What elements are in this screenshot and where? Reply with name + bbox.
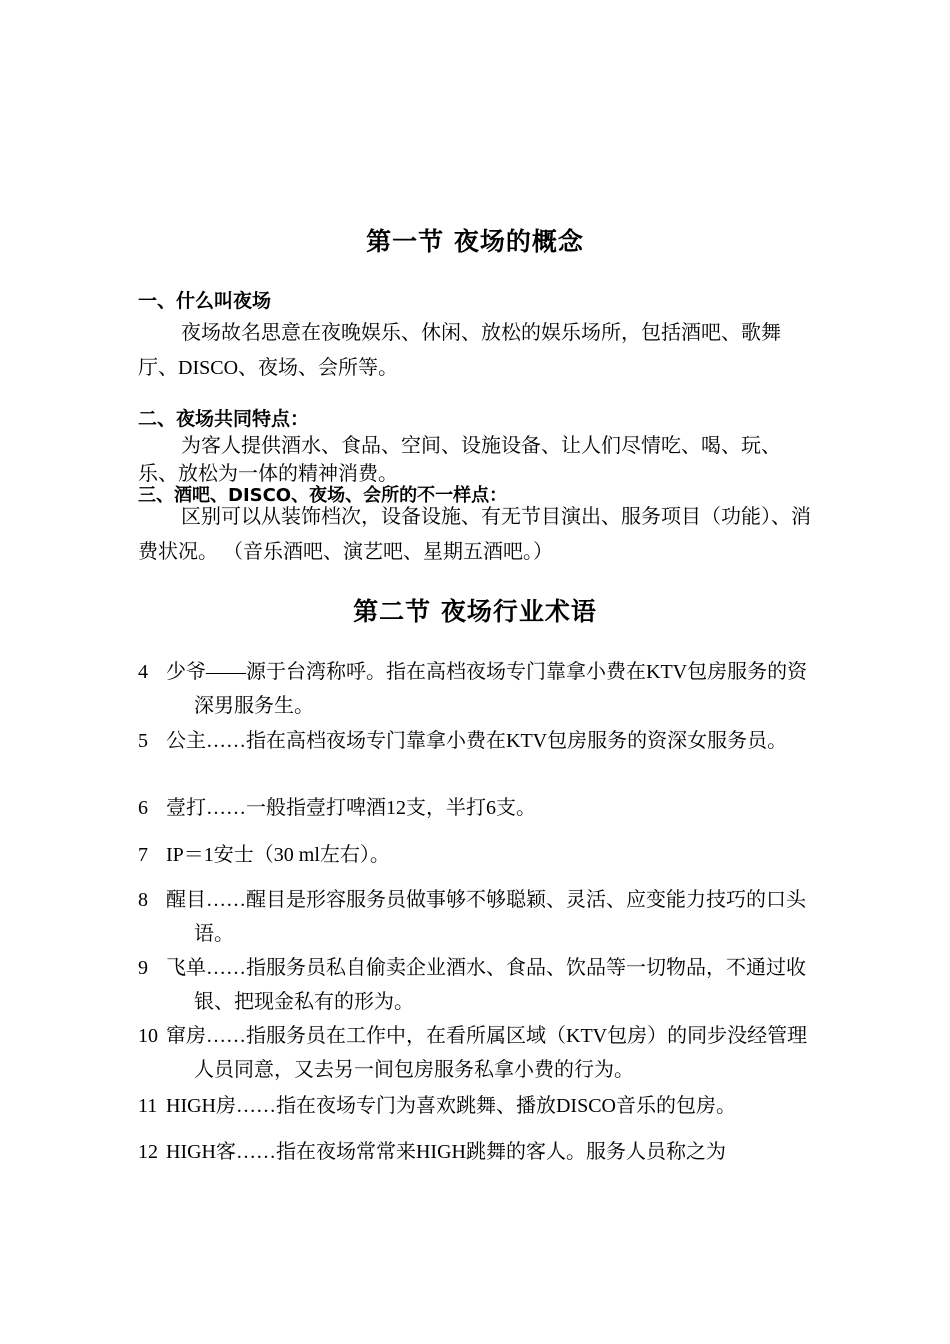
term-item (138, 838, 818, 872)
term-item (138, 1019, 818, 1087)
term-item (138, 655, 818, 723)
term-number: 10 (138, 1025, 158, 1047)
term-text: 公主……指在高档夜场专门靠拿小费在KTV包房服务的资深女服务员。 (166, 730, 788, 752)
term-number: 9 (138, 957, 148, 979)
term-text: 窜房……指服务员在工作中，在看所属区域（KTV包房）的同步没经管理人员同意，又去另一间包房服务私拿小费的行为。 (166, 1025, 808, 1081)
term-text: 飞单……指服务员私自偷卖企业酒水、食品、饮品等一切物品，不通过收银、把现金私有的形为。 (166, 957, 806, 1013)
q1-heading: 一、什么叫夜场 (138, 290, 272, 312)
term-text: 醒目……醒目是形容服务员做事够不够聪颖、灵活、应变能力技巧的口头语。 (166, 889, 806, 945)
term-item (138, 791, 818, 825)
q3-paragraph: 区别可以从装饰档次，设备设施、有无节目演出、服务项目（功能）、消费状况。 （音乐酒吧、演艺吧、星期五酒吧。） (138, 506, 811, 563)
term-number: 4 (138, 661, 148, 683)
section1-title: 第一节 夜场的概念 (366, 227, 584, 256)
term-text: IP＝1安士（30 ml左右）。 (166, 844, 390, 866)
term-item (138, 883, 818, 951)
term-item (138, 1089, 818, 1123)
term-item (138, 1135, 818, 1169)
term-text: 少爷——源于台湾称呼。指在高档夜场专门靠拿小费在KTV包房服务的资深男服务生。 (166, 661, 808, 717)
q3-heading: 三、酒吧、DISCO、夜场、会所的不一样点： (138, 485, 508, 506)
term-number: 11 (138, 1095, 158, 1117)
term-text: HIGH房……指在夜场专门为喜欢跳舞、播放DISCO音乐的包房。 (166, 1095, 736, 1117)
term-number: 12 (138, 1141, 158, 1163)
q2-paragraph: 为客人提供酒水、食品、空间、设施设备、让人们尽情吃、喝、玩、乐、放松为一体的精神消费。 (138, 435, 781, 485)
q1-paragraph: 夜场故名思意在夜晚娱乐、休闲、放松的娱乐场所，包括酒吧、歌舞厅、DISCO、夜场、会所等。 (138, 322, 781, 379)
term-item (138, 724, 818, 758)
term-text: HIGH客……指在夜场常常来HIGH跳舞的客人。服务人员称之为 (166, 1141, 726, 1163)
section2-title: 第二节 夜场行业术语 (353, 597, 597, 626)
term-number: 8 (138, 889, 148, 911)
term-item (138, 951, 818, 1019)
q2-heading: 二、夜场共同特点： (138, 408, 310, 430)
term-number: 5 (138, 730, 148, 752)
term-number: 6 (138, 797, 148, 819)
term-text: 壹打……一般指壹打啤酒12支，半打6支。 (166, 797, 536, 819)
term-number: 7 (138, 844, 148, 866)
